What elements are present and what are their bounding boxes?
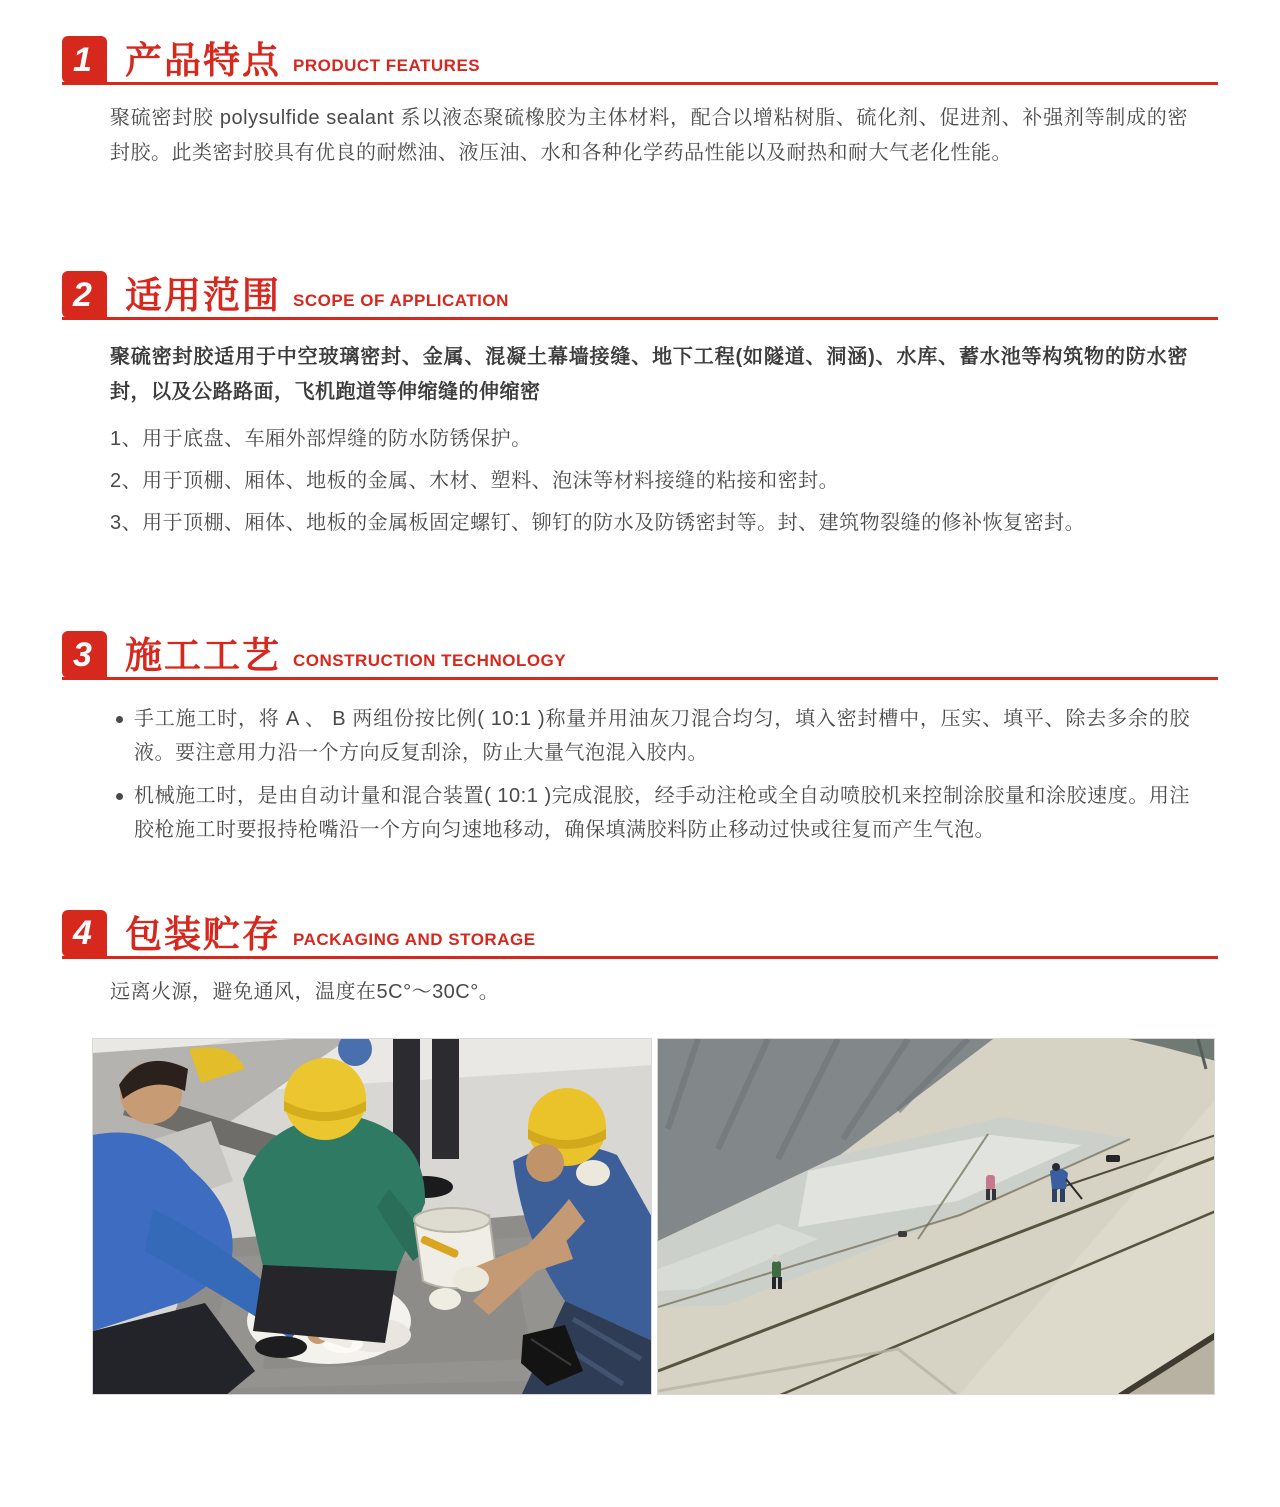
section-3-header: [62, 631, 1218, 680]
section-2-title-zh: 适用范围: [125, 275, 281, 316]
construction-bullet-2: 机械施工时，是由自动计量和混合装置( 10:1 )完成混胶，经手动注枪或全自动喷胶机来控制涂胶量和涂胶速度。用注胶枪施工时要报持枪嘴沿一个方向匀速地移动，确保填满胶料防止移动过快或往复而产生气泡。: [114, 779, 1190, 848]
section-4-header: [62, 910, 1218, 959]
construction-bullet-1: 手工施工时，将 A 、 B 两组份按比例( 10:1 )称量并用油灰刀混合均匀，填入密封槽中，压实、填平、除去多余的胶液。要注意用力沿一个方向反复刮涂，防止大量气泡混入胶内。: [114, 702, 1190, 771]
section-3-number: 3: [73, 635, 92, 674]
section-3-title-zh: 施工工艺: [125, 635, 281, 676]
section-4-number-badge: [62, 910, 107, 957]
section-scope-of-application: [62, 271, 1218, 539]
workers-sealant-illustration: [93, 1039, 652, 1395]
section-3-number-badge: [62, 631, 107, 678]
storage-note: 远离火源，避免通风，温度在5C°～30C°。: [110, 980, 500, 1003]
section-2-number-badge: [62, 271, 107, 318]
section-1-number: 1: [73, 40, 92, 79]
section-4-number: 4: [73, 914, 92, 953]
section-2-title-en: SCOPE OF APPLICATION: [293, 291, 509, 310]
section-2-header: [62, 271, 1218, 320]
section-product-features: [62, 36, 1218, 171]
dam-slope-illustration: [658, 1039, 1215, 1395]
photo-workers-applying-sealant: [92, 1038, 652, 1395]
application-list: [110, 424, 1188, 539]
section-1-title-en: PRODUCT FEATURES: [293, 56, 481, 75]
application-item-3: 3、用于顶棚、厢体、地板的金属板固定螺钉、铆钉的防水及防锈密封等。封、建筑物裂缝的修补恢复密封。: [110, 512, 1086, 534]
section-4-title-zh: 包装贮存: [125, 913, 281, 955]
section-1-title-zh: 产品特点: [125, 40, 281, 81]
section-1-paragraph: 聚硫密封胶 polysulfide sealant 系以液态聚硫橡胶为主体材料，配合以增粘树脂、硫化剂、促进剂、补强剂等制成的密封胶。此类密封胶具有优良的耐燃油、液压油、水和各种化学药品性能以及耐热和耐大气老化性能。: [110, 107, 1188, 164]
section-1-number-badge: [62, 36, 107, 83]
section-2-lead: 聚硫密封胶适用于中空玻璃密封、金属、混凝土幕墙接缝、地下工程(如隧道、洞涵)、水库、蓄水池等构筑物的防水密封，以及公路路面，飞机跑道等伸缩缝的伸缩密: [110, 346, 1188, 403]
application-item-1: 1、用于底盘、车厢外部焊缝的防水防锈保护。: [110, 428, 532, 450]
section-3-title-en: CONSTRUCTION TECHNOLOGY: [293, 651, 567, 670]
section-2-number: 2: [73, 275, 92, 314]
photo-dam-slope-seam-sealing: [657, 1038, 1215, 1395]
photo-row: [92, 1038, 1218, 1395]
construction-bullet-list: [114, 702, 1190, 848]
section-1-header: [62, 36, 1218, 85]
application-item-2: 2、用于顶棚、厢体、地板的金属、木材、塑料、泡沫等材料接缝的粘接和密封。: [110, 470, 840, 492]
section-construction-technology: [62, 631, 1218, 848]
section-packaging-storage: [62, 910, 1218, 1010]
section-4-title-en: PACKAGING AND STORAGE: [293, 929, 536, 949]
